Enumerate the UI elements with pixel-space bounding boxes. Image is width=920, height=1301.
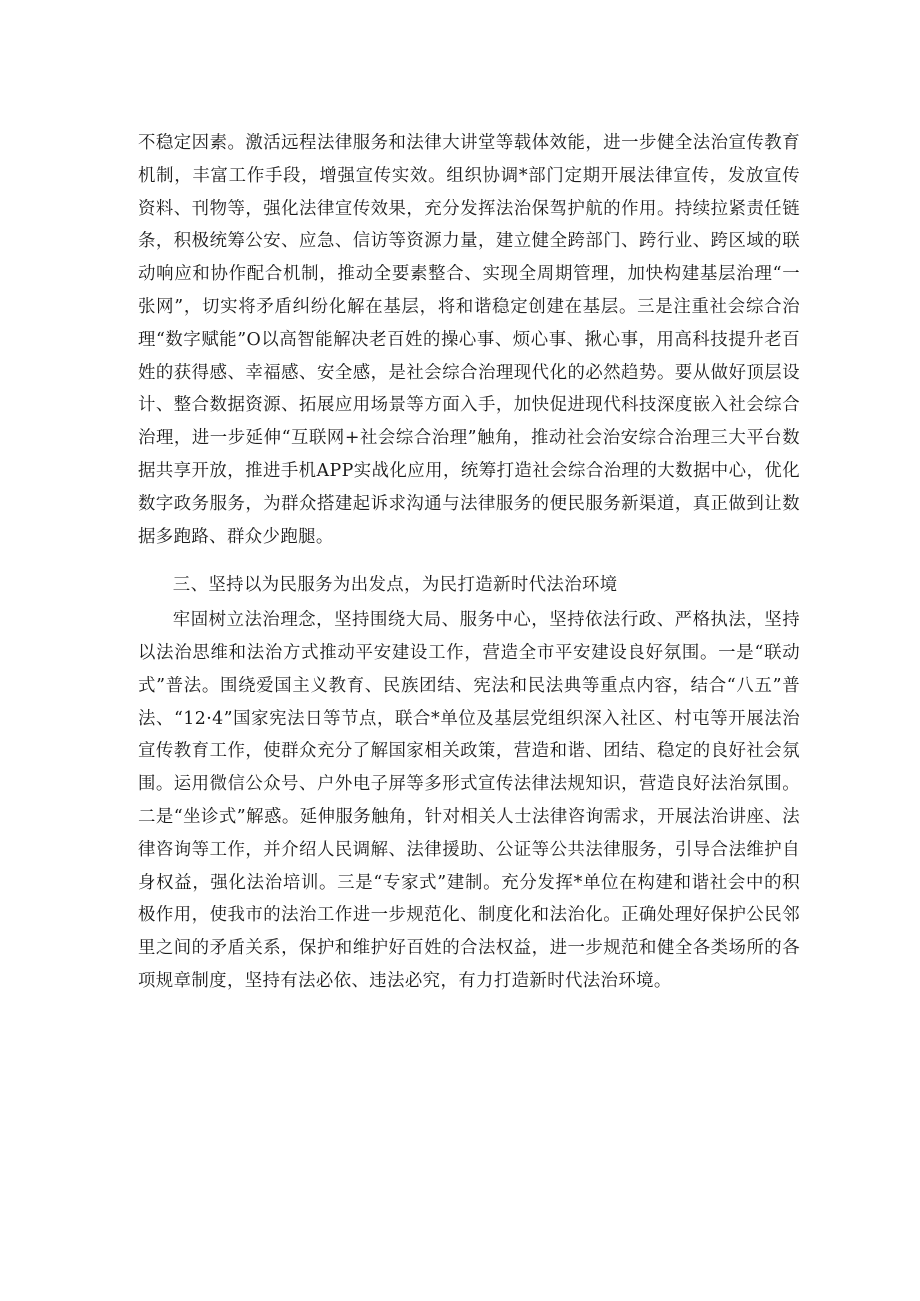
body-paragraph-continued: 不稳定因素。激活远程法律服务和法律大讲堂等载体效能，进一步健全法治宣传教育机制，丰富工作手段，增强宣传实效。组织协调*部门定期开展法律宣传，发放宣传资料、刊物等，强化法律宣传效果，充分发挥法治保驾护航的作用。持续拉紧责任链条，积极统筹公安、应急、信访等资源力量，建立健全跨部门、跨行业、跨区域的联动响应和协作配合机制，推动全要素整合、实现全周期管理，加快构建基层治理“一张网”，切实将矛盾纠纷化解在基层，将和谐稳定创建在基层。三是注重社会综合治理“数字赋能”O以高智能解决老百姓的操心事、烦心事、揪心事，用高科技提升老百姓的获得感、幸福感、安全感，是社会综合治理现代化的必然趋势。要从做好顶层设计、整合数据资源、拓展应用场景等方面入手，加快促进现代科技深度嵌入社会综合治理，进一步延伸“互联网+社会综合治理”触角，推动社会治安综合治理三大平台数据共享开放，推进手机APP实战化应用，统筹打造社会综合治理的大数据中心，优化数字政务服务，为群众搭建起诉求沟通与法律服务的便民服务新渠道，真正做到让数据多跑路、群众少跑腿。 xyxy=(138,133,800,547)
body-paragraph: 牢固树立法治理念，坚持围绕大局、服务中心，坚持依法行政、严格执法，坚持以法治思维和法治方式推动平安建设工作，营造全市平安建设良好氛围。一是“联动式”普法。围绕爱国主义教育、民族团结、宪法和民法典等重点内容，结合“八五”普法、“12·4”国家宪法日等节点，联合*单位及基层党组织深入社区、村屯等开展法治宣传教育工作，使群众充分了解国家相关政策，营造和谐、团结、稳定的良好社会氛围。运用微信公众号、户外电子屏等多形式宣传法律法规知识，营造良好法治氛围。二是“坐诊式”解惑。延伸服务触角，针对相关人士法律咨询需求，开展法治讲座、法律咨询等工作，并介绍人民调解、法律援助、公证等公共法律服务，引导合法维护自身权益，强化法治培训。三是“专家式”建制。充分发挥*单位在构建和谐社会中的积极作用，使我市的法治工作进一步规范化、制度化和法治化。正确处理好保护公民邻里之间的矛盾关系，保护和维护好百姓的合法权益，进一步规范和健全各类场所的各项规章制度，坚持有法必依、违法必究，有力打造新时代法治环境。 xyxy=(138,610,800,991)
document-body xyxy=(138,127,800,998)
section-heading: 三、坚持以为民服务为出发点，为民打造新时代法治环境 xyxy=(172,575,618,596)
